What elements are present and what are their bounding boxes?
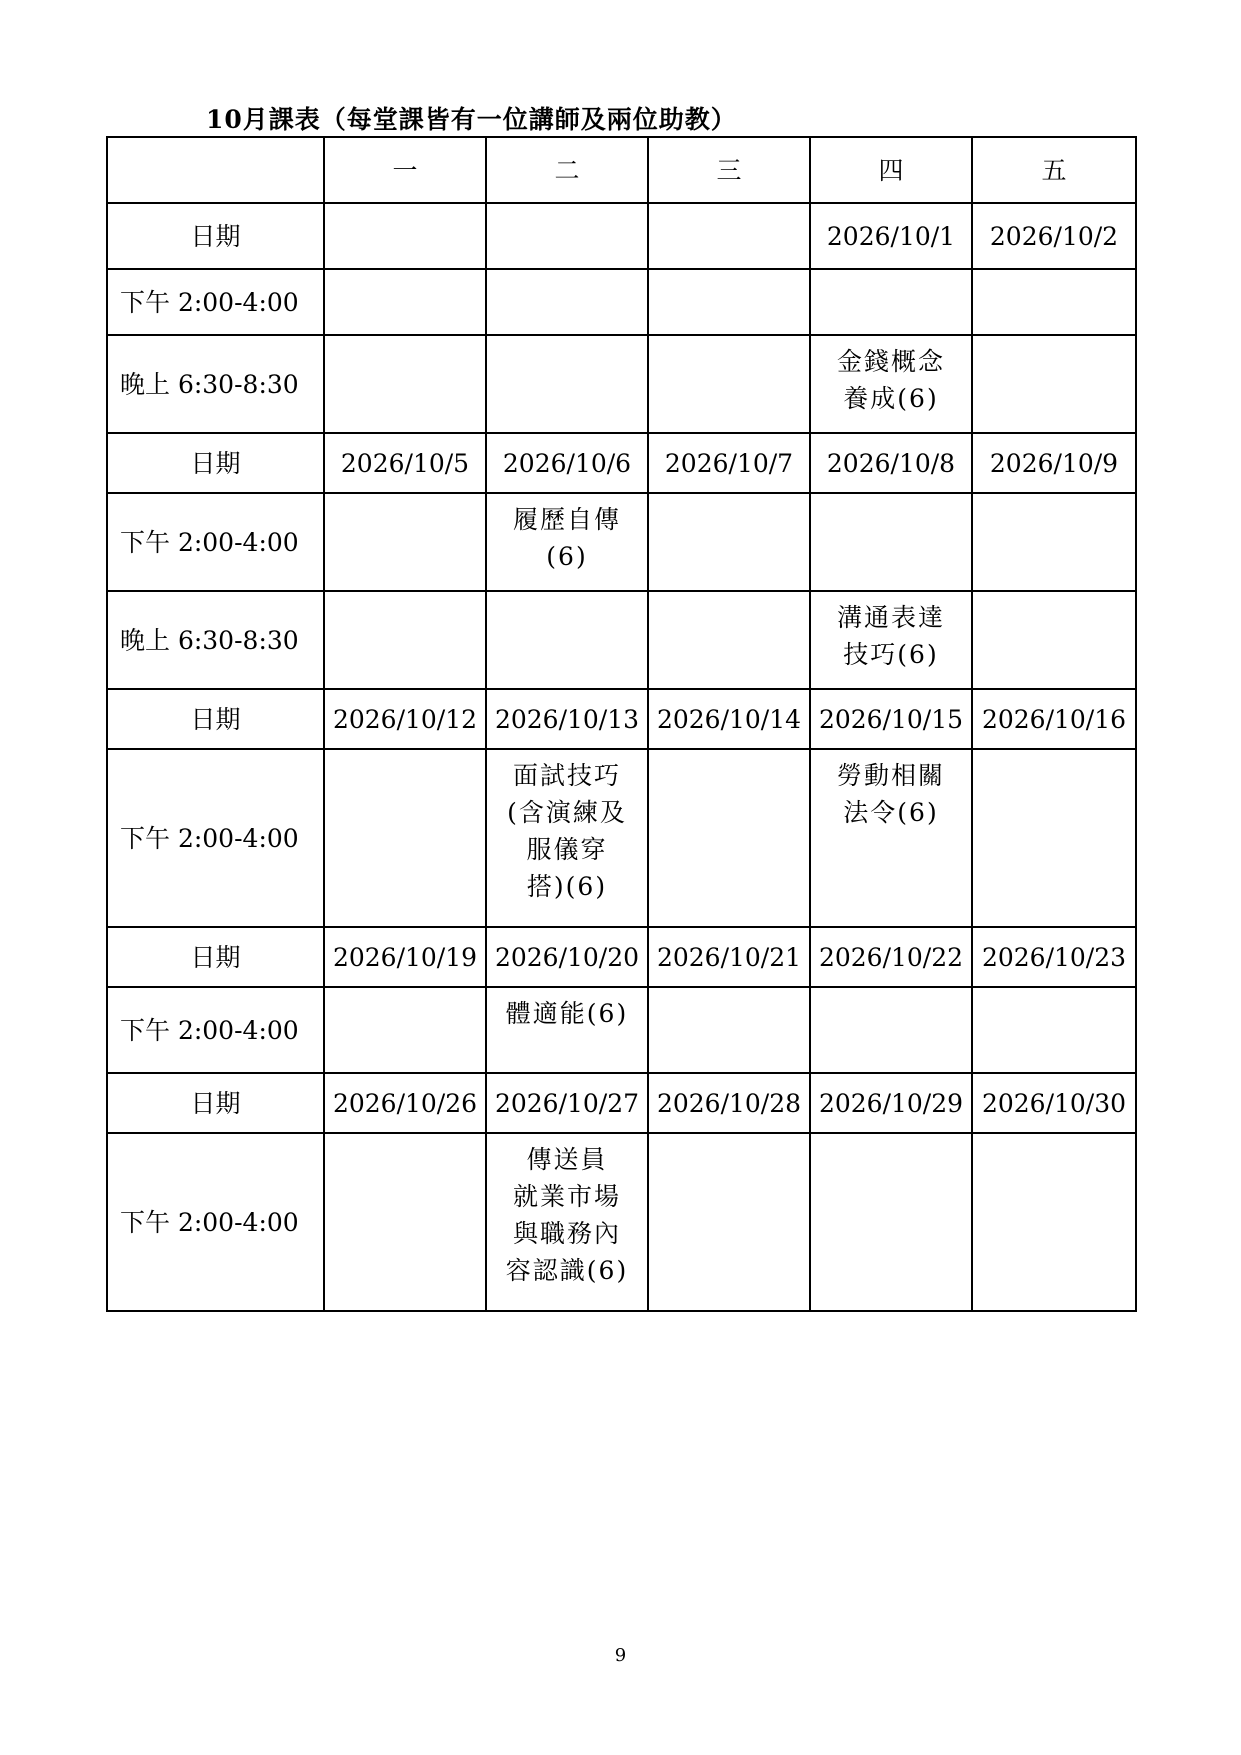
course-title-line: 勞動相關 [836,761,945,790]
date-cell: 2026/10/15 [810,689,972,749]
empty-course-cell [972,591,1136,689]
empty-course-cell [648,987,810,1073]
date-cell: 2026/10/9 [972,433,1136,493]
course-title [513,494,621,575]
date-cell: 2026/10/30 [972,1073,1136,1133]
empty-course-cell [648,1133,810,1311]
date-row [107,433,1136,493]
date-cell: 2026/10/16 [972,689,1136,749]
date-cell [486,203,648,269]
course-title-line: 溝通表達 [836,603,945,632]
time-slot-label-cell: 晚上 6:30-8:30 [107,335,324,433]
course-title-line: 履歷自傳 [512,505,621,534]
empty-course-cell [324,591,486,689]
course-title [506,988,628,1032]
course-title-line: 金錢概念 [836,347,945,376]
date-cell: 2026/10/28 [648,1073,810,1133]
empty-course-cell [486,269,648,335]
date-cell: 2026/10/12 [324,689,486,749]
course-cell [486,749,648,927]
empty-course-cell [648,749,810,927]
date-cell: 2026/10/27 [486,1073,648,1133]
course-title-line: 養成(6) [843,384,939,413]
empty-course-cell [972,269,1136,335]
time-slot-row [107,987,1136,1073]
empty-course-cell [810,269,972,335]
empty-course-cell [324,987,486,1073]
weekday-header-mon: 一 [324,137,486,203]
empty-course-cell [972,335,1136,433]
time-slot-label-cell: 下午 2:00-4:00 [107,1133,324,1311]
empty-course-cell [324,269,486,335]
course-cell [486,987,648,1073]
course-cell [810,591,972,689]
date-label-cell: 日期 [107,927,324,987]
course-cell [810,749,972,927]
course-title-line: 技巧(6) [843,640,939,669]
date-label-cell: 日期 [107,433,324,493]
schedule-table [106,136,1137,1312]
date-cell: 2026/10/22 [810,927,972,987]
empty-course-cell [648,493,810,591]
date-cell: 2026/10/26 [324,1073,486,1133]
date-row [107,689,1136,749]
empty-course-cell [972,987,1136,1073]
time-slot-row [107,591,1136,689]
time-slot-label-cell: 下午 2:00-4:00 [107,269,324,335]
course-cell [486,1133,648,1311]
empty-course-cell [486,591,648,689]
page-title: 10月課表（每堂課皆有一位講師及兩位助教） [206,105,737,134]
course-title-line: 服儀穿 [526,835,608,864]
date-cell: 2026/10/1 [810,203,972,269]
course-title [506,1134,628,1289]
date-cell: 2026/10/20 [486,927,648,987]
course-title-line: 搭)(6) [526,872,608,901]
time-slot-label-cell: 下午 2:00-4:00 [107,749,324,927]
date-cell: 2026/10/14 [648,689,810,749]
empty-course-cell [648,335,810,433]
date-row [107,927,1136,987]
date-cell: 2026/10/21 [648,927,810,987]
empty-course-cell [810,1133,972,1311]
date-label-cell: 日期 [107,689,324,749]
date-cell: 2026/10/5 [324,433,486,493]
course-title-line: 就業市場 [512,1182,621,1211]
page-number: 9 [614,1645,627,1666]
empty-course-cell [486,335,648,433]
course-title-line: (含演練及 [507,798,627,827]
header-corner-cell [107,137,324,203]
date-cell: 2026/10/23 [972,927,1136,987]
date-cell: 2026/10/7 [648,433,810,493]
empty-course-cell [324,1133,486,1311]
weekday-header-thu: 四 [810,137,972,203]
weekday-header-row [107,137,1136,203]
date-cell [324,203,486,269]
time-slot-label-cell: 晚上 6:30-8:30 [107,591,324,689]
date-label-cell: 日期 [107,203,324,269]
course-title-line: 體適能(6) [505,999,629,1028]
time-slot-row [107,493,1136,591]
course-title-line: 容認識(6) [505,1256,629,1285]
date-label-cell: 日期 [107,1073,324,1133]
time-slot-row [107,749,1136,927]
course-cell [486,493,648,591]
course-title [837,750,945,831]
course-title-line: (6) [546,542,588,571]
empty-course-cell [648,591,810,689]
date-cell: 2026/10/13 [486,689,648,749]
course-title-line: 傳送員 [526,1145,608,1174]
course-title [837,336,945,417]
course-cell [810,335,972,433]
date-cell: 2026/10/6 [486,433,648,493]
empty-course-cell [972,493,1136,591]
empty-course-cell [972,749,1136,927]
time-slot-row [107,335,1136,433]
course-title [507,750,627,905]
date-cell: 2026/10/19 [324,927,486,987]
course-title-line: 與職務內 [512,1219,621,1248]
date-row [107,203,1136,269]
date-cell: 2026/10/8 [810,433,972,493]
date-cell [648,203,810,269]
empty-course-cell [810,493,972,591]
empty-course-cell [324,749,486,927]
course-title-line: 法令(6) [843,798,939,827]
time-slot-row [107,1133,1136,1311]
empty-course-cell [324,493,486,591]
empty-course-cell [648,269,810,335]
weekday-header-wed: 三 [648,137,810,203]
empty-course-cell [972,1133,1136,1311]
time-slot-row [107,269,1136,335]
empty-course-cell [810,987,972,1073]
empty-course-cell [324,335,486,433]
time-slot-label-cell: 下午 2:00-4:00 [107,987,324,1073]
schedule-body [107,137,1136,1311]
date-row [107,1073,1136,1133]
course-title [837,592,945,673]
course-title-line: 面試技巧 [512,761,621,790]
weekday-header-tue: 二 [486,137,648,203]
date-cell: 2026/10/29 [810,1073,972,1133]
time-slot-label-cell: 下午 2:00-4:00 [107,493,324,591]
date-cell: 2026/10/2 [972,203,1136,269]
weekday-header-fri: 五 [972,137,1136,203]
